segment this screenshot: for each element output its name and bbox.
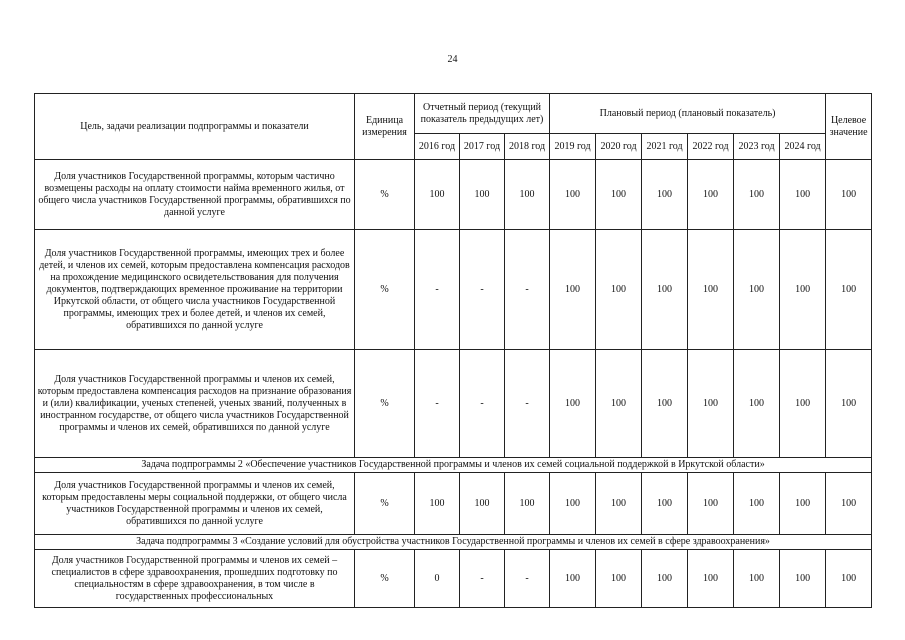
section-row (35, 535, 872, 550)
value-cell: 100 (505, 160, 550, 230)
value-cell: 100 (780, 550, 826, 608)
section-title: Задача подпрограммы 2 «Обеспечение участников Государственной программы и членов их семей социальной поддержкой в Иркутской области» (35, 458, 872, 473)
target-value-cell: 100 (826, 160, 872, 230)
year-header-cell: 2020 год (596, 134, 642, 160)
value-cell: 100 (688, 350, 734, 458)
value-cell: 100 (688, 473, 734, 535)
target-value-cell: 100 (826, 473, 872, 535)
value-cell: 100 (550, 473, 596, 535)
indicator-row (35, 230, 872, 350)
value-cell: 100 (550, 160, 596, 230)
value-cell: 100 (460, 473, 505, 535)
value-cell: 100 (780, 473, 826, 535)
target-value-cell: 100 (826, 350, 872, 458)
indicator-row (35, 350, 872, 458)
value-cell: 100 (505, 473, 550, 535)
goal-column-header: Цель, задачи реализации подпрограммы и показатели (35, 94, 355, 160)
year-header-cell: 2024 год (780, 134, 826, 160)
value-cell: 100 (550, 230, 596, 350)
value-cell: - (460, 550, 505, 608)
planned-period-header: Плановый период (плановый показатель) (550, 94, 826, 134)
section-title: Задача подпрограммы 3 «Создание условий для обустройства участников Государственной программы и членов их семей в сфере здравоохранения» (35, 535, 872, 550)
value-cell: 100 (780, 350, 826, 458)
value-cell: 100 (550, 350, 596, 458)
value-cell: 100 (642, 550, 688, 608)
value-cell: - (415, 350, 460, 458)
value-cell: 100 (688, 160, 734, 230)
indicators-table (34, 93, 872, 608)
value-cell: 100 (596, 350, 642, 458)
value-cell: 100 (734, 550, 780, 608)
year-header-cell: 2022 год (688, 134, 734, 160)
value-cell: 100 (596, 473, 642, 535)
value-cell: 100 (596, 160, 642, 230)
year-header-cell: 2017 год (460, 134, 505, 160)
page-number: 24 (447, 54, 458, 65)
value-cell: - (460, 350, 505, 458)
value-cell: 100 (734, 160, 780, 230)
value-cell: 100 (734, 230, 780, 350)
unit-cell: % (355, 230, 415, 350)
year-header-cell: 2021 год (642, 134, 688, 160)
value-cell: 100 (415, 473, 460, 535)
year-header-cell: 2018 год (505, 134, 550, 160)
value-cell: 100 (460, 160, 505, 230)
target-value-cell: 100 (826, 550, 872, 608)
value-cell: 100 (734, 473, 780, 535)
value-cell: 100 (642, 350, 688, 458)
value-cell: 100 (642, 473, 688, 535)
unit-cell: % (355, 550, 415, 608)
value-cell: 100 (550, 550, 596, 608)
value-cell: 100 (780, 160, 826, 230)
table-body (35, 160, 872, 608)
indicator-row (35, 473, 872, 535)
reporting-period-header: Отчетный период (текущий показатель предыдущих лет) (415, 94, 550, 134)
value-cell: - (505, 350, 550, 458)
value-cell: 100 (780, 230, 826, 350)
value-cell: 100 (688, 230, 734, 350)
value-cell: 100 (642, 160, 688, 230)
target-column-header: Целевое значение (826, 94, 872, 160)
unit-cell: % (355, 160, 415, 230)
unit-cell: % (355, 350, 415, 458)
year-header-cell: 2023 год (734, 134, 780, 160)
year-header-cell: 2019 год (550, 134, 596, 160)
value-cell: 100 (596, 230, 642, 350)
indicator-row (35, 160, 872, 230)
value-cell: - (505, 550, 550, 608)
year-header-cell: 2016 год (415, 134, 460, 160)
indicator-description: Доля участников Государственной программы и членов их семей, которым предоставлены меры социальной поддержки, от общего числа участников Государственной программы и членов их семей, обратившихся по данной услуге (35, 473, 355, 535)
value-cell: 0 (415, 550, 460, 608)
value-cell: - (460, 230, 505, 350)
value-cell: 100 (415, 160, 460, 230)
indicator-row (35, 550, 872, 608)
indicator-description: Доля участников Государственной программы, которым частично возмещены расходы на оплату стоимости найма временного жилья, от общего числа участников Государственной программы, обратившихся по данной услуге (35, 160, 355, 230)
value-cell: 100 (596, 550, 642, 608)
indicator-description: Доля участников Государственной программы и членов их семей – специалистов в сфере здравоохранения, прошедших подготовку по специальностям в сфере здравоохранения, в том числе в государственных профессиональных (35, 550, 355, 608)
value-cell: 100 (688, 550, 734, 608)
target-value-cell: 100 (826, 230, 872, 350)
value-cell: - (415, 230, 460, 350)
value-cell: 100 (642, 230, 688, 350)
value-cell: 100 (734, 350, 780, 458)
unit-cell: % (355, 473, 415, 535)
indicator-description: Доля участников Государственной программы и членов их семей, которым предоставлена компенсация расходов на признание образования и (или) квалификации, ученых степеней, ученых званий, полученных в иностранном государстве, от общего числа участников Государственной программы и членов их семей, обратившихся по данной услуге (35, 350, 355, 458)
indicator-description: Доля участников Государственной программы, имеющих трех и более детей, и членов их семей, которым предоставлена компенсация расходов на прохождение медицинского освидетельствования для получения документов, подтверждающих временное проживание на территории Иркутской области, от общего числа участников Государственной программы, имеющих трех и более детей, и членов их семей, обратившихся по данной услуге (35, 230, 355, 350)
unit-column-header: Единица измерения (355, 94, 415, 160)
section-row (35, 458, 872, 473)
value-cell: - (505, 230, 550, 350)
